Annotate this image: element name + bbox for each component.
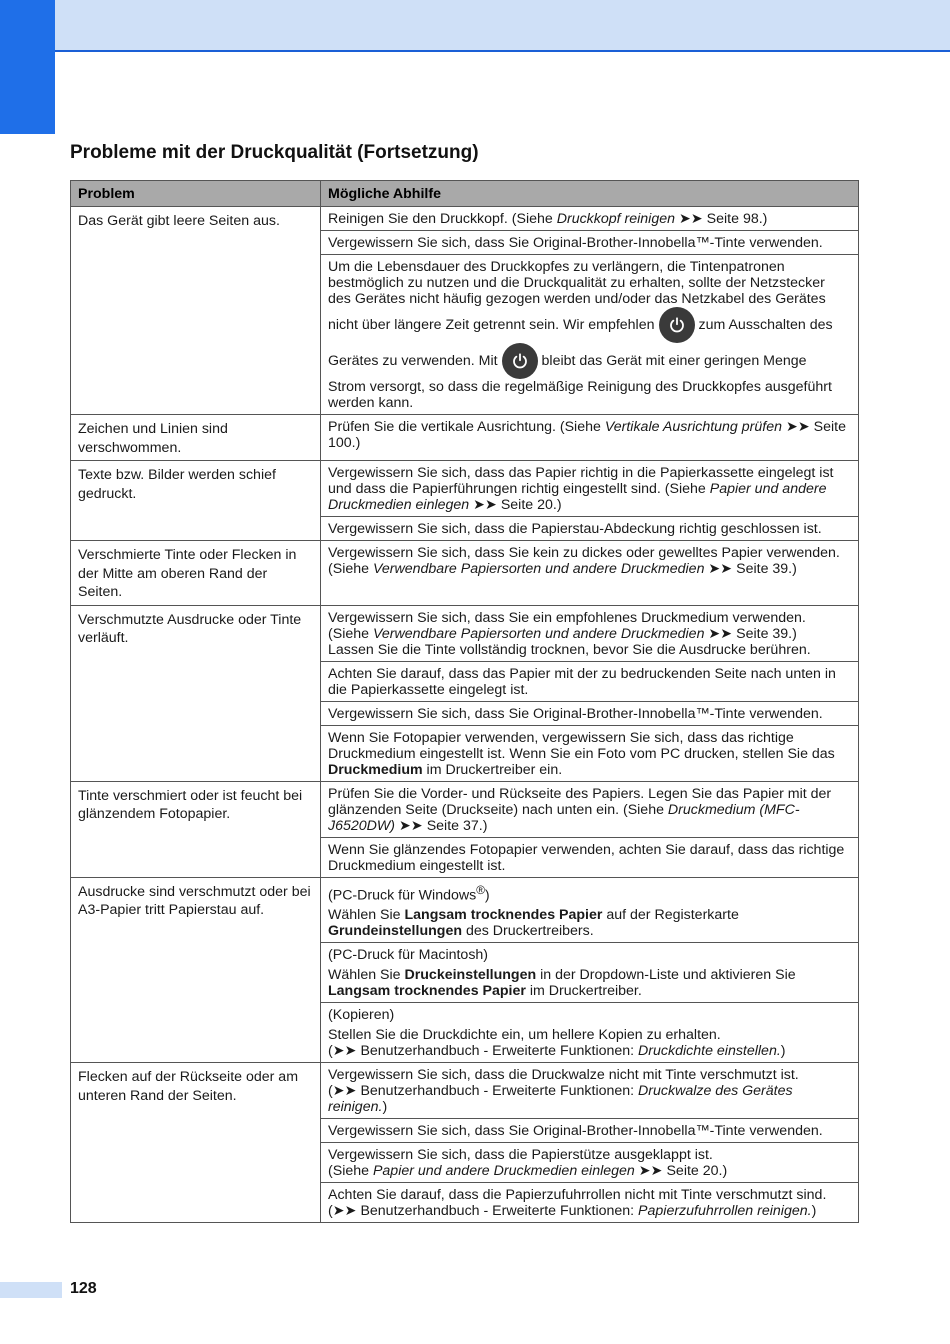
remedy-text: auf der Registerkarte <box>602 907 739 924</box>
table-row <box>71 415 859 461</box>
remedy-cell <box>321 1183 859 1223</box>
remedy-line <box>328 1203 851 1219</box>
remedy-cell <box>321 943 859 1003</box>
remedy-text: Prüfen Sie die Vorder- und Rückseite des Papiers. Legen Sie das Papier mit der glänzenden Seite (Druckseite) nach unten ein. (Siehe <box>328 785 832 818</box>
remedy-line <box>328 626 851 642</box>
remedy-text: Vergewissern Sie sich, dass die Druckwalze nicht mit Tinte verschmutzt ist. <box>328 1067 799 1084</box>
remedy-heading: (PC-Druck für Macintosh) <box>328 947 489 964</box>
remedy-line <box>328 967 851 999</box>
header-band <box>0 0 950 52</box>
remedy-text: (➤➤ Benutzerhandbuch - Erweiterte Funktionen: <box>328 1203 639 1220</box>
remedy-text: Wählen Sie <box>328 907 405 924</box>
reference-link: Druckmedium (MFC-J6520DW) <box>328 801 800 834</box>
column-header-remedy: Mögliche Abhilfe <box>321 181 859 207</box>
remedy-text: Wählen Sie <box>328 967 405 984</box>
remedy-text: ) <box>811 1203 817 1220</box>
table-row <box>71 605 859 661</box>
remedy-heading <box>328 882 851 904</box>
page-reference: ➤➤ Seite 39.) <box>704 561 797 577</box>
remedy-text: ) <box>484 887 490 904</box>
remedy-text: (Siehe <box>328 1163 373 1180</box>
page-reference: ➤➤ Seite 98.) <box>675 211 768 227</box>
page-reference: ➤➤ Seite 100.) <box>328 419 846 451</box>
problem-cell: Ausdrucke sind verschmutzt oder bei A3-Papier tritt Papierstau auf. <box>71 877 321 1063</box>
remedy-text: Gerätes zu verwenden. Mit <box>328 353 498 369</box>
table-row <box>71 207 859 231</box>
remedy-cell <box>321 1063 859 1119</box>
remedy-line <box>328 307 851 343</box>
remedy-text: ) <box>780 1043 786 1060</box>
remedy-cell <box>321 877 859 943</box>
remedy-text: Achten Sie darauf, dass die Papierzufuhrrollen nicht mit Tinte verschmutzt sind. <box>328 1187 827 1204</box>
remedy-text: nicht über längere Zeit getrennt sein. Wir empfehlen <box>328 317 655 333</box>
remedy-cell: Vergewissern Sie sich, dass Sie Original-Brother-Innobella™-Tinte verwenden. <box>321 1119 859 1143</box>
remedy-text: Lassen Sie die Tinte vollständig trocknen, bevor Sie die Ausdrucke berühren. <box>328 641 811 658</box>
power-icon <box>659 307 695 343</box>
reference-link: Papier und andere Druckmedien einlegen <box>372 1163 635 1180</box>
remedy-text: (Siehe <box>328 561 373 577</box>
remedy-cell <box>321 255 859 415</box>
remedy-cell <box>321 781 859 837</box>
remedy-cell <box>321 1003 859 1063</box>
table-row <box>71 877 859 943</box>
page-title: Probleme mit der Druckqualität (Fortsetzung) <box>70 142 479 163</box>
table-header-row <box>71 181 859 207</box>
remedy-cell <box>321 207 859 231</box>
remedy-line <box>328 1043 851 1059</box>
remedy-text: im Druckertreiber. <box>525 983 642 1000</box>
ui-term: Druckmedium <box>328 761 423 778</box>
remedy-cell: Vergewissern Sie sich, dass Sie Original-Brother-Innobella™-Tinte verwenden. <box>321 231 859 255</box>
problem-cell: Flecken auf der Rückseite oder am unteren Rand der Seiten. <box>71 1063 321 1223</box>
remedy-line <box>328 1163 851 1179</box>
page-number: 128 <box>70 1280 97 1297</box>
table-row <box>71 781 859 837</box>
reference-link: Druckdichte einstellen. <box>638 1043 781 1060</box>
page-reference: ➤➤ Seite 20.) <box>634 1163 728 1180</box>
problem-cell: Verschmutzte Ausdrucke oder Tinte verläuft. <box>71 605 321 781</box>
remedy-line <box>328 561 851 577</box>
remedy-heading: (Kopieren) <box>328 1007 395 1024</box>
page-reference: ➤➤ Seite 37.) <box>395 817 488 834</box>
page-reference: ➤➤ Seite 39.) <box>704 625 797 642</box>
remedy-text: Reinigen Sie den Druckkopf. (Siehe <box>328 211 557 227</box>
chapter-tab <box>0 0 55 134</box>
remedy-text: Strom versorgt, so dass die regelmäßige Reinigung des Druckkopfes ausgeführt werden kann. <box>328 379 832 411</box>
registered-mark: ® <box>476 882 485 897</box>
remedy-text: bleibt das Gerät mit einer geringen Menge <box>541 353 807 369</box>
remedy-text: (➤➤ Benutzerhandbuch - Erweiterte Funktionen: <box>328 1043 639 1060</box>
remedy-cell <box>321 541 859 606</box>
remedy-text: Vergewissern Sie sich, dass das Papier richtig in die Papierkassette eingelegt ist und dass die Papierführungen richtig eingestellt sind. (Siehe <box>328 465 834 497</box>
reference-link: Papierzufuhrrollen reinigen. <box>638 1203 812 1220</box>
footer-band <box>0 1282 62 1298</box>
remedy-text: (PC-Druck für Windows <box>328 887 477 904</box>
problem-cell: Texte bzw. Bilder werden schief gedruckt. <box>71 461 321 541</box>
remedy-text: ) <box>382 1099 388 1116</box>
reference-link: Verwendbare Papiersorten und andere Druckmedien <box>372 561 705 577</box>
troubleshooting-table <box>70 180 859 1223</box>
ui-term: Langsam trocknendes Papier <box>404 907 603 924</box>
remedy-cell: Achten Sie darauf, dass das Papier mit der zu bedruckenden Seite nach unten in die Papierkassette eingelegt ist. <box>321 661 859 701</box>
remedy-cell <box>321 605 859 661</box>
remedy-text: zum Ausschalten des <box>698 317 833 333</box>
ui-term: Druckeinstellungen <box>404 967 537 984</box>
remedy-cell: Wenn Sie glänzendes Fotopapier verwenden, achten Sie darauf, dass das richtige Druckmedium eingestellt ist. <box>321 837 859 877</box>
remedy-cell <box>321 415 859 461</box>
page-reference: ➤➤ Seite 20.) <box>469 497 562 513</box>
problem-cell: Tinte verschmiert oder ist feucht bei glänzendem Fotopapier. <box>71 781 321 877</box>
remedy-text: Vergewissern Sie sich, dass die Papierstütze ausgeklappt ist. <box>328 1147 713 1164</box>
remedy-cell: Vergewissern Sie sich, dass die Papierstau-Abdeckung richtig geschlossen ist. <box>321 517 859 541</box>
remedy-line <box>328 1083 851 1115</box>
remedy-text: in der Dropdown-Liste und aktivieren Sie <box>536 967 796 984</box>
remedy-text: im Druckertreiber ein. <box>422 761 563 778</box>
problem-cell: Verschmierte Tinte oder Flecken in der Mitte am oberen Rand der Seiten. <box>71 541 321 606</box>
reference-link: Papier und andere Druckmedien einlegen <box>328 481 827 513</box>
reference-link: Vertikale Ausrichtung prüfen <box>604 419 782 435</box>
reference-link: Verwendbare Papiersorten und andere Druckmedien <box>372 625 705 642</box>
column-header-problem: Problem <box>71 181 321 207</box>
remedy-text: Wenn Sie Fotopapier verwenden, vergewissern Sie sich, dass das richtige Druckmedium eingestellt ist. Wenn Sie ein Foto vom PC drucken, stellen Sie das <box>328 729 835 762</box>
remedy-text: (Siehe <box>328 625 373 642</box>
table-row <box>71 461 859 517</box>
remedy-cell <box>321 1143 859 1183</box>
power-icon <box>502 343 538 379</box>
remedy-text: des Druckertreibers. <box>462 923 594 940</box>
table-row <box>71 1063 859 1119</box>
remedy-text: Prüfen Sie die vertikale Ausrichtung. (Siehe <box>328 419 605 435</box>
remedy-line <box>328 343 851 379</box>
remedy-text: Vergewissern Sie sich, dass Sie ein empfohlenes Druckmedium verwenden. <box>328 609 806 626</box>
reference-link: Druckkopf reinigen <box>556 211 676 227</box>
remedy-text: Stellen Sie die Druckdichte ein, um hellere Kopien zu erhalten. <box>328 1027 721 1044</box>
remedy-cell: Vergewissern Sie sich, dass Sie Original-Brother-Innobella™-Tinte verwenden. <box>321 701 859 725</box>
remedy-text: Um die Lebensdauer des Druckkopfes zu verlängern, die Tintenpatronen bestmöglich zu nutzen und die Druckqualität zu erhalten, sollte der Netzstecker des Gerätes nicht häufig gezogen werden und/oder das Netzkabel des Gerätes <box>328 259 826 307</box>
remedy-cell <box>321 725 859 781</box>
table-row <box>71 541 859 606</box>
remedy-line <box>328 907 851 939</box>
ui-term: Langsam trocknendes Papier <box>328 983 526 1000</box>
remedy-text: (➤➤ Benutzerhandbuch - Erweiterte Funktionen: <box>328 1083 639 1100</box>
ui-term: Grundeinstellungen <box>328 923 462 940</box>
problem-cell: Das Gerät gibt leere Seiten aus. <box>71 207 321 415</box>
remedy-text: Vergewissern Sie sich, dass Sie kein zu dickes oder gewelltes Papier verwenden. <box>328 545 840 561</box>
problem-cell: Zeichen und Linien sind verschwommen. <box>71 415 321 461</box>
remedy-cell <box>321 461 859 517</box>
reference-link: Druckwalze des Gerätes reinigen. <box>328 1083 793 1116</box>
